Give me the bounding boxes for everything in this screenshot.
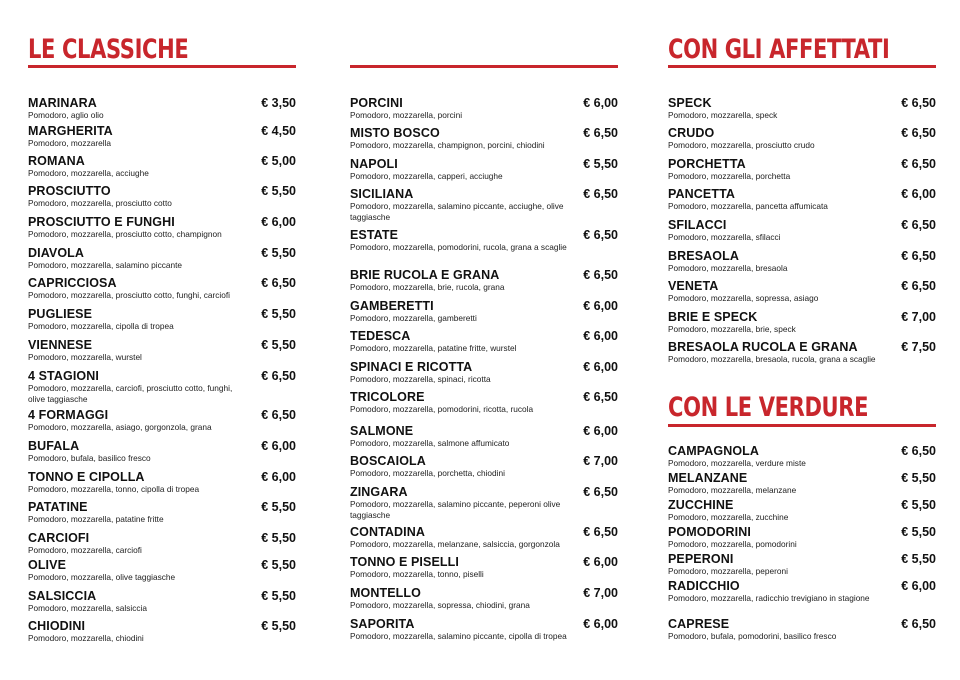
menu-item: [350, 525, 618, 550]
menu-item-name: CHIODINI: [28, 619, 86, 633]
menu-item-price: € 6,00: [583, 360, 618, 374]
menu-item-price: € 4,50: [261, 124, 296, 138]
menu-item-description: Pomodoro, mozzarella, salamino piccante: [28, 260, 183, 270]
menu-item-name: GAMBERETTI: [350, 299, 434, 313]
menu-item-description: Pomodoro, mozzarella, prosciutto cotto: [28, 198, 172, 208]
menu-item-price: € 5,00: [261, 154, 296, 168]
menu-item: [350, 586, 618, 611]
menu-item-name: POMODORINI: [668, 525, 751, 539]
menu-item-price: € 6,00: [583, 299, 618, 313]
menu-item-name: TONNO E PISELLI: [350, 555, 459, 569]
menu-item-name: OLIVE: [28, 558, 67, 572]
menu-item-description: Pomodoro, mozzarella, prosciutto cotto, champignon: [28, 229, 222, 239]
menu-item: [350, 96, 618, 121]
menu-item-price: € 7,00: [583, 454, 618, 468]
menu-item-name: CAMPAGNOLA: [668, 444, 760, 458]
menu-item-price: € 5,50: [261, 619, 296, 633]
menu-item-price: € 6,50: [583, 485, 618, 499]
menu-item-name: PEPERONI: [668, 552, 734, 566]
menu-item-description: Pomodoro, mozzarella, pomodorini, ricotta, rucola: [350, 404, 534, 414]
menu-item-description: Pomodoro, mozzarella, patatine fritte: [28, 514, 164, 524]
menu-item-price: € 7,00: [583, 586, 618, 600]
menu-item-price: € 6,50: [583, 228, 618, 242]
menu-item: [350, 555, 618, 580]
menu-item-price: € 5,50: [901, 471, 936, 485]
menu-item-price: € 6,50: [901, 279, 936, 293]
menu-item-description: Pomodoro, mozzarella, salamino piccante, cipolla di tropea: [350, 631, 567, 641]
section-rule: [28, 65, 296, 68]
menu-item-price: € 6,50: [901, 249, 936, 263]
menu-item-name: TRICOLORE: [350, 390, 425, 404]
menu-item-description: Pomodoro, bufala, pomodorini, basilico fresco: [668, 631, 837, 641]
menu-item-description: Pomodoro, mozzarella, speck: [668, 110, 778, 120]
menu-item-name: CAPRESE: [668, 617, 730, 631]
menu-item: [668, 96, 936, 121]
menu-item-name: RADICCHIO: [668, 579, 740, 593]
menu-item-price: € 5,50: [261, 246, 296, 260]
menu-item-price: € 5,50: [261, 558, 296, 572]
menu-item-description: Pomodoro, mozzarella, salamino piccante, acciughe, olive taggiasche: [350, 201, 564, 222]
menu-item-name: SPECK: [668, 96, 712, 110]
menu-item-name: BUFALA: [28, 439, 80, 453]
menu-item-name: MARINARA: [28, 96, 97, 110]
menu-item: [28, 154, 296, 179]
menu-item: [350, 390, 618, 415]
menu-item: [668, 471, 936, 496]
menu-item-description: Pomodoro, mozzarella, prosciutto crudo: [668, 140, 815, 150]
section-title-verdure: CON LE VERDURE: [668, 392, 869, 423]
menu-item-name: BRESAOLA: [668, 249, 739, 263]
menu-item-price: € 6,50: [583, 525, 618, 539]
menu-item: [350, 126, 618, 151]
menu-item-price: € 6,00: [583, 424, 618, 438]
menu-item: [350, 360, 618, 385]
menu-item-name: PORCINI: [350, 96, 403, 110]
menu-item-price: € 6,50: [583, 187, 618, 201]
menu-item-description: Pomodoro, mozzarella, spinaci, ricotta: [350, 374, 491, 384]
menu-item: [28, 619, 296, 644]
menu-item: [350, 617, 618, 642]
menu-item-description: Pomodoro, mozzarella, salamino piccante, peperoni olive taggiasche: [350, 499, 561, 520]
menu-item-description: Pomodoro, mozzarella, pancetta affumicata: [668, 201, 828, 211]
menu-item-description: Pomodoro, mozzarella, asiago, gorgonzola, grana: [28, 422, 212, 432]
menu-item-name: TONNO E CIPOLLA: [28, 470, 145, 484]
menu-item-description: Pomodoro, mozzarella, radicchio trevigiano in stagione: [668, 593, 870, 603]
menu-item-price: € 6,50: [261, 408, 296, 422]
menu-item-name: SALMONE: [350, 424, 414, 438]
menu-item-name: BRIE RUCOLA E GRANA: [350, 268, 500, 282]
menu-item-description: Pomodoro, mozzarella, bresaola, rucola, grana a scaglie: [668, 354, 876, 364]
menu-item-price: € 5,50: [261, 500, 296, 514]
menu-item-name: MISTO BOSCO: [350, 126, 440, 140]
menu-item-price: € 6,00: [583, 96, 618, 110]
menu-item-description: Pomodoro, mozzarella, sfilacci: [668, 232, 781, 242]
menu-item-description: Pomodoro, mozzarella, brie, speck: [668, 324, 796, 334]
menu-item-price: € 6,00: [583, 555, 618, 569]
menu-item: [28, 439, 296, 464]
menu-item-name: PROSCIUTTO: [28, 184, 111, 198]
menu-item: [28, 215, 296, 240]
menu-item: [668, 444, 936, 469]
menu-item: [668, 340, 936, 365]
menu-item-name: MARGHERITA: [28, 124, 113, 138]
menu-item-price: € 6,00: [583, 617, 618, 631]
menu-item-price: € 6,50: [901, 126, 936, 140]
menu-item-description: Pomodoro, mozzarella, carciofi: [28, 545, 142, 555]
menu-item-price: € 5,50: [901, 552, 936, 566]
section-rule: [668, 424, 936, 427]
menu-item-name: SAPORITA: [350, 617, 415, 631]
menu-item-description: Pomodoro, bufala, basilico fresco: [28, 453, 151, 463]
menu-item-name: SALSICCIA: [28, 589, 97, 603]
menu-item-price: € 5,50: [261, 531, 296, 545]
menu-item-price: € 5,50: [261, 184, 296, 198]
menu-item-name: MONTELLO: [350, 586, 421, 600]
menu-item-description: Pomodoro, mozzarella, patatine fritte, wurstel: [350, 343, 517, 353]
menu-item: [28, 307, 296, 332]
menu-item-price: € 6,00: [261, 439, 296, 453]
menu-item-price: € 6,50: [901, 157, 936, 171]
menu-item: [28, 470, 296, 495]
menu-item-description: Pomodoro, mozzarella: [28, 138, 112, 148]
menu-item: [668, 157, 936, 182]
menu-item-description: Pomodoro, mozzarella, gamberetti: [350, 313, 477, 323]
menu-item: [28, 96, 296, 121]
menu-item-name: CAPRICCIOSA: [28, 276, 117, 290]
menu-item-name: BRESAOLA RUCOLA E GRANA: [668, 340, 858, 354]
menu-item-name: PORCHETTA: [668, 157, 746, 171]
menu-item-price: € 6,50: [901, 96, 936, 110]
menu-item: [28, 408, 296, 433]
menu-item-description: Pomodoro, mozzarella, porchetta, chiodini: [350, 468, 505, 478]
menu-item-price: € 3,50: [261, 96, 296, 110]
menu-item: [28, 369, 296, 404]
menu-item-price: € 6,50: [583, 268, 618, 282]
menu-item-description: Pomodoro, mozzarella, porchetta: [668, 171, 791, 181]
menu-item: [668, 249, 936, 274]
menu-item: [28, 338, 296, 363]
menu-item: [350, 329, 618, 354]
menu-item: [668, 218, 936, 243]
menu-item-name: 4 FORMAGGI: [28, 408, 109, 422]
menu-item-name: BRIE E SPECK: [668, 310, 758, 324]
section-title-classiche: LE CLASSICHE: [28, 34, 189, 65]
menu-item-price: € 6,50: [901, 444, 936, 458]
menu-item: [668, 187, 936, 212]
menu-item: [668, 126, 936, 151]
menu-item-price: € 6,50: [583, 126, 618, 140]
menu-item-price: € 6,50: [901, 617, 936, 631]
menu-item-price: € 6,00: [261, 470, 296, 484]
menu-item-name: ESTATE: [350, 228, 399, 242]
menu-item-description: Pomodoro, mozzarella, chiodini: [28, 633, 144, 643]
menu-item-description: Pomodoro, mozzarella, melanzane, salsiccia, gorgonzola: [350, 539, 560, 549]
menu-item-name: BOSCAIOLA: [350, 454, 426, 468]
menu-item: [668, 279, 936, 304]
menu-item-name: VIENNESE: [28, 338, 93, 352]
menu-item-price: € 5,50: [583, 157, 618, 171]
menu-item-description: Pomodoro, mozzarella, brie, rucola, grana: [350, 282, 505, 292]
menu-item-name: CARCIOFI: [28, 531, 90, 545]
menu-item-description: Pomodoro, mozzarella, sopressa, chiodini, grana: [350, 600, 530, 610]
menu-item-price: € 6,00: [583, 329, 618, 343]
menu-item-description: Pomodoro, mozzarella, peperoni: [668, 566, 788, 576]
menu-item-price: € 5,50: [901, 525, 936, 539]
menu-item-price: € 5,50: [261, 589, 296, 603]
menu-item-description: Pomodoro, mozzarella, tonno, piselli: [350, 569, 484, 579]
menu-item: [350, 299, 618, 324]
menu-item-description: Pomodoro, mozzarella, melanzane: [668, 485, 797, 495]
menu-item: [28, 246, 296, 271]
menu-item-description: Pomodoro, mozzarella, verdure miste: [668, 458, 806, 468]
menu-item: [350, 187, 618, 222]
menu-item: [668, 617, 936, 642]
section-rule: [350, 65, 618, 68]
menu-item: [350, 157, 618, 182]
menu-item-name: MELANZANE: [668, 471, 748, 485]
menu-item: [350, 485, 618, 520]
menu-item-description: Pomodoro, mozzarella, pomodorini: [668, 539, 797, 549]
menu-item-description: Pomodoro, mozzarella, capperi, acciughe: [350, 171, 503, 181]
menu-item-price: € 5,50: [261, 307, 296, 321]
menu-item-price: € 6,50: [583, 390, 618, 404]
section-rule: [668, 65, 936, 68]
menu-item-description: Pomodoro, aglio olio: [28, 110, 104, 120]
menu-item: [28, 276, 296, 301]
menu-item-description: Pomodoro, mozzarella, bresaola: [668, 263, 788, 273]
menu-item-price: € 6,00: [901, 579, 936, 593]
menu-item-price: € 6,00: [261, 215, 296, 229]
menu-item-name: PATATINE: [28, 500, 88, 514]
menu-item-name: SPINACI E RICOTTA: [350, 360, 473, 374]
menu-item: [28, 124, 296, 149]
menu-item-description: Pomodoro, mozzarella, pomodorini, rucola, grana a scaglie: [350, 242, 567, 252]
menu-item-description: Pomodoro, mozzarella, porcini: [350, 110, 463, 120]
menu-item-name: PANCETTA: [668, 187, 735, 201]
menu-item-price: € 5,50: [261, 338, 296, 352]
menu-item: [668, 552, 936, 577]
menu-item-description: Pomodoro, mozzarella, tonno, cipolla di tropea: [28, 484, 200, 494]
menu-item-name: SFILACCI: [668, 218, 727, 232]
menu-item-price: € 6,50: [901, 218, 936, 232]
menu-item: [668, 525, 936, 550]
menu-item-price: € 6,00: [901, 187, 936, 201]
menu-item-description: Pomodoro, mozzarella, zucchine: [668, 512, 789, 522]
menu-item: [668, 498, 936, 523]
menu-item-name: ZINGARA: [350, 485, 408, 499]
menu-item-description: Pomodoro, mozzarella, carciofi, prosciutto cotto, funghi, olive taggiasche: [28, 383, 233, 404]
menu-item-price: € 6,50: [261, 276, 296, 290]
menu-item-price: € 5,50: [901, 498, 936, 512]
menu-item: [668, 310, 936, 335]
menu-item-name: TEDESCA: [350, 329, 411, 343]
menu-item: [28, 500, 296, 525]
menu-item-price: € 6,50: [261, 369, 296, 383]
menu-item: [350, 454, 618, 479]
menu-item-name: 4 STAGIONI: [28, 369, 99, 383]
menu-item-name: CRUDO: [668, 126, 715, 140]
menu-item-name: ZUCCHINE: [668, 498, 734, 512]
menu-item-name: DIAVOLA: [28, 246, 85, 260]
menu-item-description: Pomodoro, mozzarella, wurstel: [28, 352, 142, 362]
menu-item-description: Pomodoro, mozzarella, champignon, porcini, chiodini: [350, 140, 545, 150]
menu-item-name: ROMANA: [28, 154, 85, 168]
menu-item-price: € 7,00: [901, 310, 936, 324]
menu-item-name: VENETA: [668, 279, 719, 293]
menu-item: [28, 558, 296, 583]
menu-item-name: PUGLIESE: [28, 307, 93, 321]
menu-item-name: PROSCIUTTO E FUNGHI: [28, 215, 175, 229]
menu-item-description: Pomodoro, mozzarella, sopressa, asiago: [668, 293, 819, 303]
menu-item-description: Pomodoro, mozzarella, acciughe: [28, 168, 149, 178]
menu-item: [28, 531, 296, 556]
menu-item-name: NAPOLI: [350, 157, 398, 171]
menu-item: [28, 589, 296, 614]
menu-item-name: SICILIANA: [350, 187, 414, 201]
menu-item-name: CONTADINA: [350, 525, 425, 539]
menu-item-description: Pomodoro, mozzarella, olive taggiasche: [28, 572, 176, 582]
menu-item-price: € 7,50: [901, 340, 936, 354]
menu-item-description: Pomodoro, mozzarella, prosciutto cotto, funghi, carciofi: [28, 290, 230, 300]
menu-item: [350, 424, 618, 449]
menu-item-description: Pomodoro, mozzarella, salmone affumicato: [350, 438, 510, 448]
menu-item-description: Pomodoro, mozzarella, salsiccia: [28, 603, 147, 613]
menu-item-description: Pomodoro, mozzarella, cipolla di tropea: [28, 321, 174, 331]
menu-item: [350, 228, 618, 253]
menu-item: [350, 268, 618, 293]
menu-item: [28, 184, 296, 209]
section-title-affettati: CON GLI AFFETTATI: [668, 34, 890, 65]
menu-item: [668, 579, 936, 604]
